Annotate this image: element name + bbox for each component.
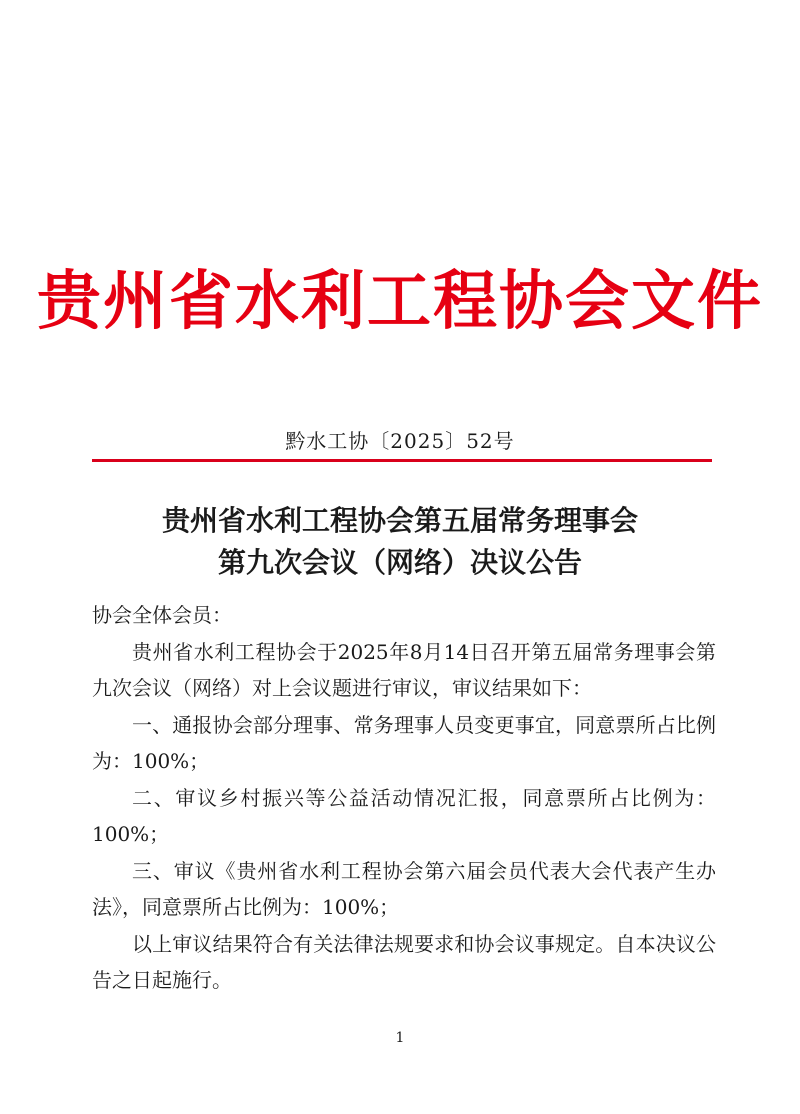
resolution-item-2: 二、审议乡村振兴等公益活动情况汇报，同意票所占比例为：100%； — [92, 785, 716, 846]
page-number: 1 — [395, 1030, 405, 1046]
resolution-item-1: 一、通报协会部分理事、常务理事人员变更事宜，同意票所占比例为：100%； — [92, 712, 716, 773]
document-title — [0, 500, 800, 584]
document-number: 黔水工协〔2025〕52号 — [285, 429, 515, 453]
resolution-item-3: 三、审议《贵州省水利工程协会第六届会员代表大会代表产生办法》，同意票所占比例为：100%； — [92, 858, 716, 919]
document-masthead: 贵州省水利工程协会文件 — [37, 265, 763, 339]
body-paragraph: 贵州省水利工程协会于2025年8月14日召开第五届常务理事会第九次会议（网络）对上会议题进行审议，审议结果如下： — [92, 639, 716, 700]
document-body — [92, 597, 716, 999]
closing-paragraph: 以上审议结果符合有关法律法规要求和协会议事规定。自本决议公告之日起施行。 — [92, 931, 716, 992]
red-divider-rule — [92, 459, 712, 462]
salutation: 协会全体会员： — [92, 603, 232, 627]
title-line-1: 贵州省水利工程协会第五届常务理事会 — [161, 504, 638, 537]
title-line-2: 第九次会议（网络）决议公告 — [217, 546, 582, 579]
